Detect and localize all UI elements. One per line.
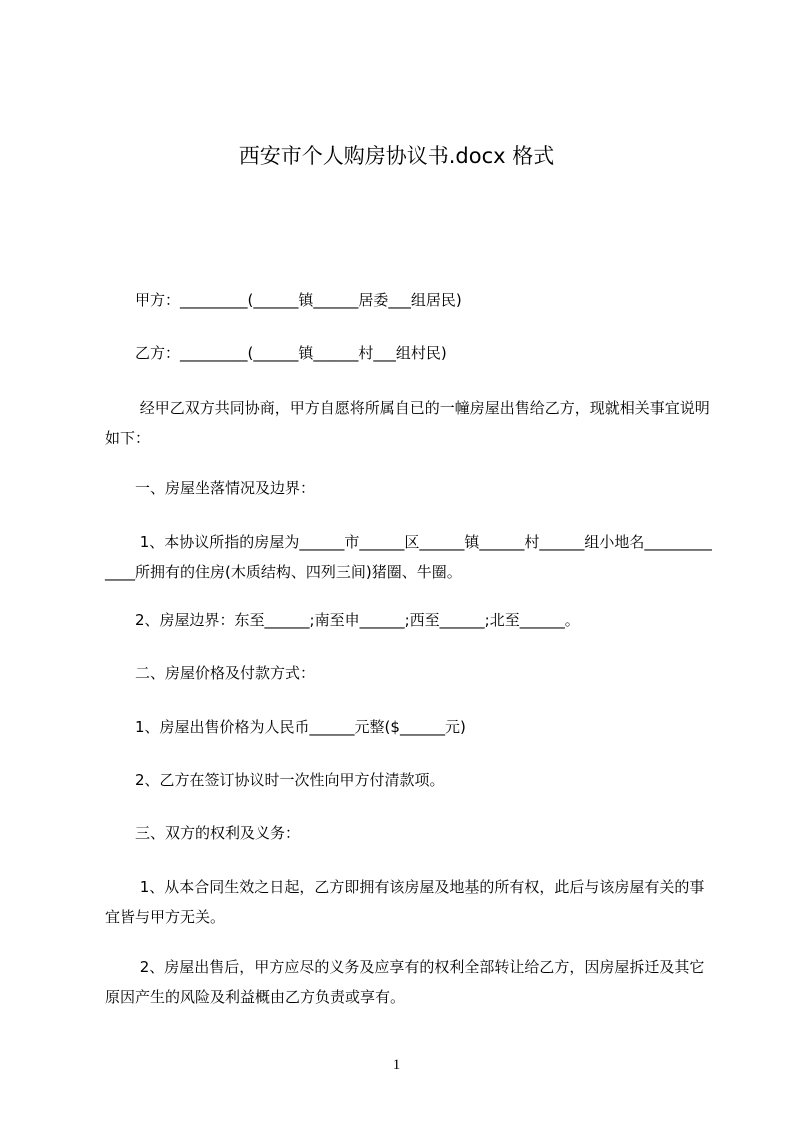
party-a-line: 甲方：_________(______镇______居委___组居民) [105, 291, 462, 309]
section-3-heading: 三、双方的权利及义务： [105, 824, 301, 842]
clause-3-1: 1、从本合同生效之日起，乙方即拥有该房屋及地基的所有权，此后与该房屋有关的事宜皆与甲方无关。 [105, 878, 705, 926]
section-1-heading: 一、房屋坐落情况及边界： [105, 479, 316, 497]
page-number: 1 [392, 1057, 401, 1073]
clause-1-2: 2、房屋边界：东至______;南至申______;西至______;北至______。 [105, 611, 580, 629]
clause-2-1: 1、房屋出售价格为人民币______元整($______元) [105, 718, 466, 736]
clause-3-2: 2、房屋出售后，甲方应尽的义务及应享有的权利全部转让给乙方，因房屋拆迁及其它原因产生的风险及利益概由乙方负责或享有。 [105, 958, 705, 1006]
section-2-heading: 二、房屋价格及付款方式： [105, 664, 316, 682]
clause-2-2: 2、乙方在签订协议时一次性向甲方付清款项。 [105, 771, 445, 789]
document-title: 西安市个人购房协议书.docx 格式 [238, 144, 555, 168]
party-b-line: 乙方：_________(______镇______村___组村民) [105, 344, 447, 362]
clause-1-1: 1、本协议所指的房屋为______市______区______镇______村______组小地名_____________所拥有的住房(木质结构、四列三间)猪圈、牛圈。 [105, 533, 712, 581]
intro-paragraph: 经甲乙双方共同协商，甲方自愿将所属自已的一幢房屋出售给乙方，现就相关事宜说明如下： [105, 399, 710, 447]
